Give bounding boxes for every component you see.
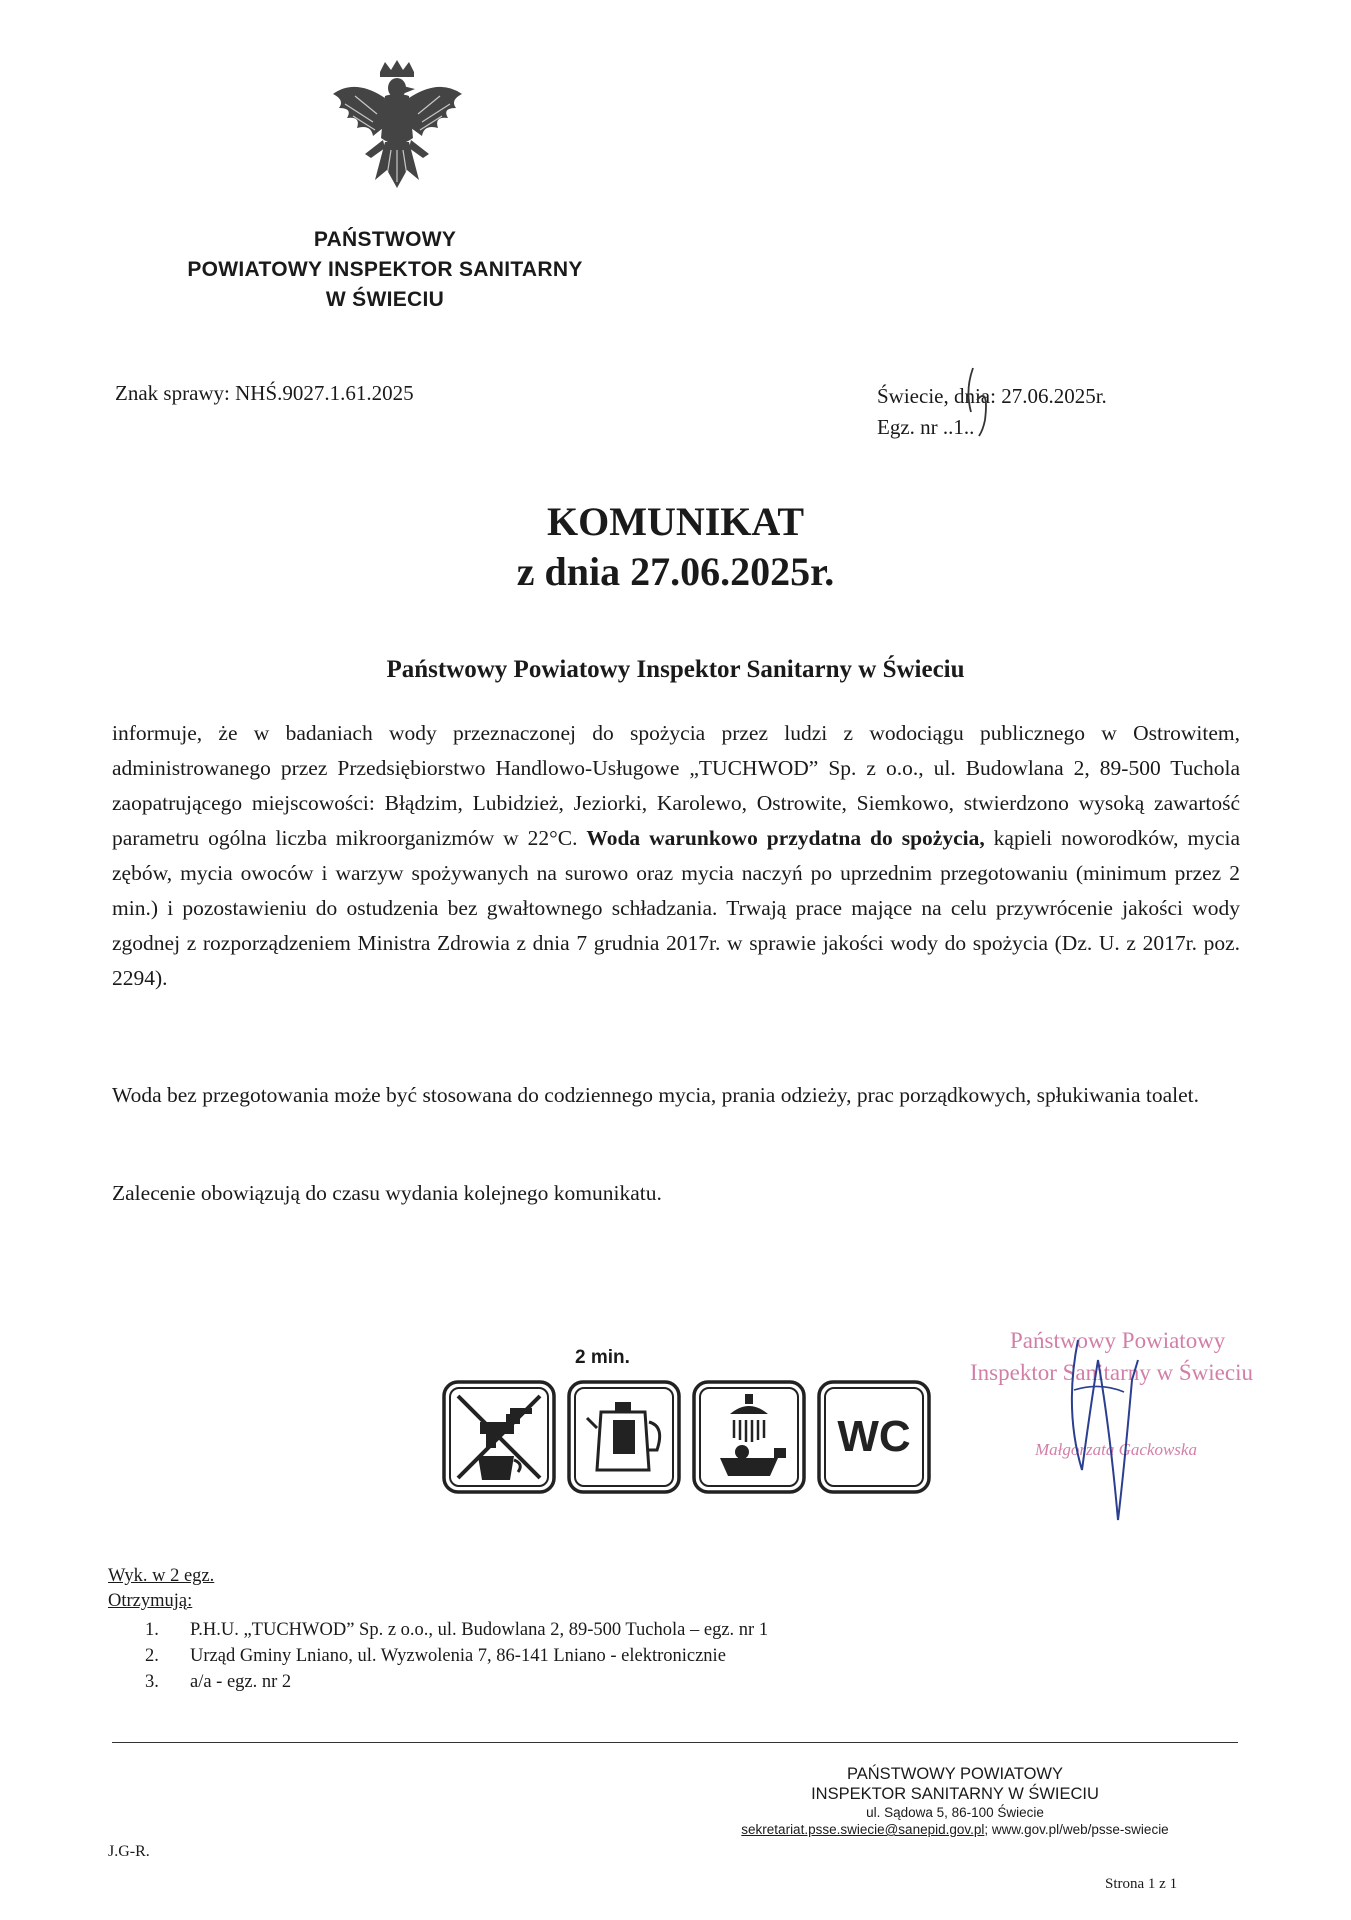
recipient-text: a/a - egz. nr 2: [190, 1672, 292, 1692]
handwritten-copy-number-mark: [955, 360, 1015, 440]
copies-note: Wyk. w 2 egz.: [108, 1566, 215, 1586]
wc-label: WC: [837, 1412, 911, 1461]
footer-website[interactable]: ; www.gov.pl/web/psse-swiecie: [984, 1822, 1169, 1837]
page-number: Strona 1 z 1: [1105, 1876, 1178, 1892]
recipients-label: Otrzymują:: [108, 1591, 193, 1611]
footer-line-1: PAŃSTWOWY POWIATOWY: [846, 1765, 1064, 1783]
recipients-list: [145, 1617, 768, 1695]
title-line-2: z dnia 27.06.2025r.: [516, 549, 835, 594]
recipient-number: 2.: [145, 1646, 159, 1666]
stamp-name: Małgorzata Gackowska: [1035, 1440, 1197, 1459]
handwritten-signature: [1020, 1320, 1160, 1540]
shower-bath-icon: [690, 1378, 808, 1496]
polish-eagle-emblem-icon: [325, 58, 470, 198]
case-reference: Znak sprawy: NHŚ.9027.1.61.2025: [115, 381, 414, 405]
footer-line-2: INSPEKTOR SANITARNY W ŚWIECIU: [811, 1785, 1099, 1803]
footer-divider: [112, 1742, 1238, 1743]
copy-number: Egz. nr ..1..: [877, 415, 975, 439]
recipient-item: [145, 1643, 768, 1669]
wc-icon: [815, 1378, 933, 1496]
footer-contact: [640, 1764, 1270, 1838]
body-paragraph-2: Woda bez przegotowania może być stosowana do codziennego mycia, prania odzieży, prac porządkowych, spłukiwania toalet.: [112, 1083, 1199, 1107]
p1-bold-warning: Woda warunkowo przydatna do spożycia,: [586, 826, 985, 850]
issuing-office-header: [120, 225, 650, 315]
kettle-icon: [565, 1378, 683, 1496]
recipient-number: 1.: [145, 1620, 159, 1640]
date-line: Świecie, dnia: 27.06.2025r.: [877, 384, 1107, 408]
recipient-text: Urząd Gminy Lniano, ul. Wyzwolenia 7, 86-141 Lniano - elektronicznie: [190, 1646, 726, 1666]
office-line-1: PAŃSTWOWY: [313, 228, 457, 251]
footer-contacts: [640, 1821, 1270, 1838]
body-paragraph-1: [112, 716, 1240, 996]
p1-text-start: informuje, że w badaniach wody przeznaczonej do spożycia przez ludzi z wodociągu publicznego w Ostrowitem, administrowanego przez Przedsiębiorstwo Handlowo-Usługowe „TUCHWOD” Sp. z o.o., ul. Budowlana 2, 89-500 Tuchola zaopatrującego miejscowości: Błądzim, Lubidzież, Jeziorki, Karolewo, Ostrowite, Siemkowo, stwierdzono wysoką zawartość parametru ogólna liczba mikroorganizmów w 22°C.: [112, 721, 1240, 850]
no-tap-water-icon: [440, 1378, 558, 1496]
recipient-item: [145, 1617, 768, 1643]
stamp-line-1: Państwowy Powiatowy: [1010, 1328, 1226, 1353]
footer-address: ul. Sądowa 5, 86-100 Świecie: [866, 1805, 1044, 1820]
recipient-text: P.H.U. „TUCHWOD” Sp. z o.o., ul. Budowlana 2, 89-500 Tuchola – egz. nr 1: [190, 1620, 769, 1640]
recipient-number: 3.: [145, 1672, 159, 1692]
document-subtitle: Państwowy Powiatowy Inspektor Sanitarny w Świeciu: [386, 656, 965, 683]
office-line-3: W ŚWIECIU: [325, 288, 445, 311]
office-line-2: POWIATOWY INSPEKTOR SANITARNY: [187, 258, 583, 281]
document-title: [0, 497, 1351, 597]
author-initials: J.G-R.: [108, 1843, 150, 1860]
p1-text-end: kąpieli noworodków, mycia zębów, mycia owoców i warzyw spożywanych na surowo oraz mycia naczyń po uprzednim przegotowaniu (minimum przez 2 min.) i pozostawieniu do ostudzenia bez gwałtownego schładzania. Trwają prace mające na celu przywrócenie jakości wody zgodnej z rozporządzeniem Ministra Zdrowia z dnia 7 grudnia 2017r. w sprawie jakości wody do spożycia (Dz. U. z 2017r. poz. 2294).: [112, 826, 1241, 990]
recipient-item: [145, 1669, 768, 1695]
body-paragraph-3: Zalecenie obowiązują do czasu wydania kolejnego komunikatu.: [112, 1181, 662, 1205]
footer-email-link[interactable]: sekretariat.psse.swiecie@sanepid.gov.pl: [741, 1822, 985, 1837]
stamp-line-2: Inspektor Sanitarny w Świeciu: [970, 1360, 1253, 1385]
boil-time-label: 2 min.: [575, 1347, 630, 1368]
title-line-1: KOMUNIKAT: [546, 499, 805, 544]
